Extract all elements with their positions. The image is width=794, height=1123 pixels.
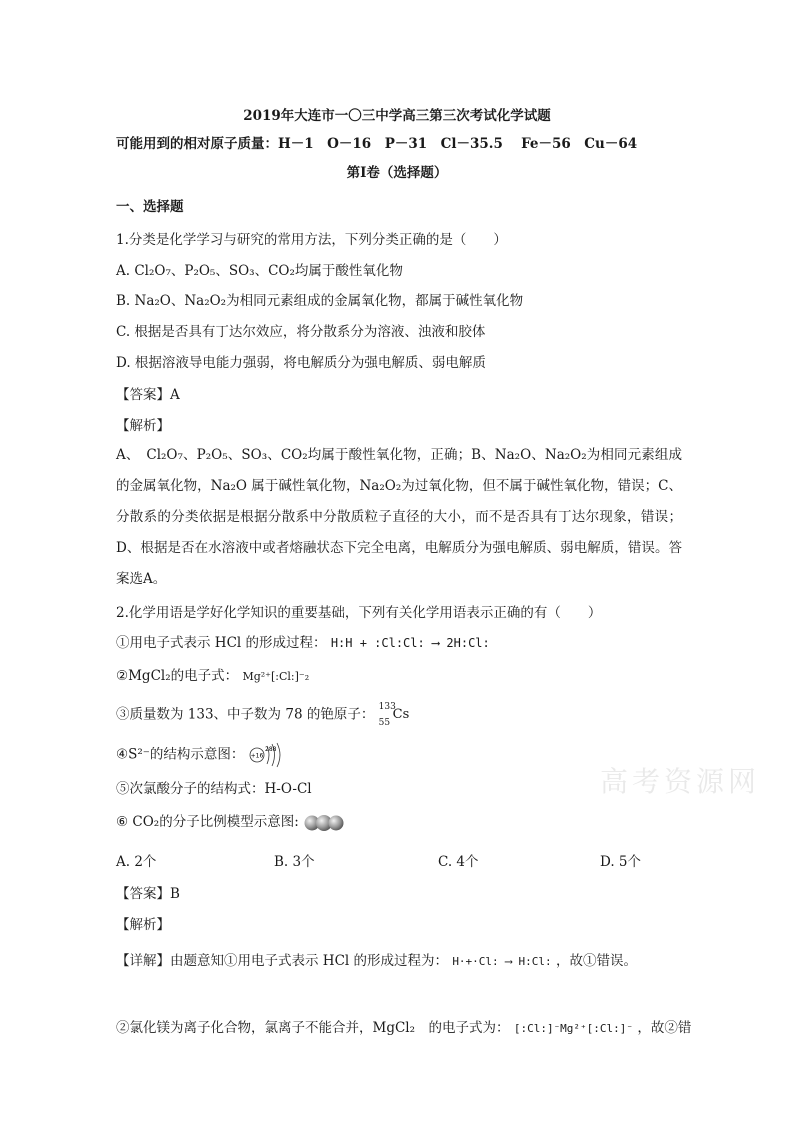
- q2-option-a: A. 2个: [116, 854, 157, 870]
- atomic-number: 55: [378, 718, 391, 728]
- q2-detail-1-text: 【详解】由题意知①用电子式表示 HCl 的形成过程为：: [116, 953, 449, 969]
- q1-analysis: A、 Cl₂O₇、P₂O₅、SO₃、CO₂均属于酸性氧化物，正确；B、Na₂O、Na₂O₂为相同元素组成的金属氧化物，Na₂O 属于碱性氧化物，Na₂O₂为过氧化物，但不属于碱性氧化物，错误；C、分散系的分类依据是根据分散系中分散质粒子直径的大小，而不是否具有丁达尔现象，错误；D、根据是否在水溶液中或者熔融状态下完全电离，电解质分为强电解质、弱电解质，错误。答案选A。: [116, 447, 682, 587]
- q2-item1: [116, 634, 490, 652]
- electron-shells: 288: [264, 746, 277, 753]
- q2-stem: 2.化学用语是学好化学知识的重要基础，下列有关化学用语表示正确的有（ ）: [116, 605, 602, 621]
- q1-answer: 【答案】A: [116, 387, 180, 403]
- q1-option-d: D. 根据溶液导电能力强弱，将电解质分为强电解质、弱电解质: [116, 355, 486, 371]
- q2-detail-2-text: ②氯化镁为离子化合物，氯离子不能合并，MgCl₂ 的电子式为：: [116, 1020, 510, 1036]
- q2-detail-1: [116, 952, 637, 971]
- q2-item2: [116, 667, 309, 686]
- q2-item6-text: ⑥ CO₂的分子比例模型示意图:: [116, 814, 299, 830]
- volume-title: 第I卷（选择题）: [346, 165, 448, 181]
- q2-detail-2-end: ，故②错: [637, 1020, 692, 1036]
- mass-number: 133: [378, 702, 396, 712]
- q2-item1-formula: H:H + :Cl:Cl: ⟶ 2H:Cl:: [330, 636, 490, 650]
- q2-item5: ⑤次氯酸分子的结构式：H-O-Cl: [116, 781, 312, 797]
- co2-space-filling-model: [303, 814, 345, 832]
- atomic-masses: 可能用到的相对原子质量：H－1 O－16 P－31 Cl－35.5 Fe－56 Cu－64: [116, 136, 638, 152]
- sulfide-ion-structure-diagram: [249, 742, 285, 768]
- element-symbol: Cs: [392, 707, 410, 722]
- q2-item6: [116, 813, 345, 832]
- q2-detail-2-formula: [:Cl:]⁻Mg²⁺[:Cl:]⁻: [513, 1022, 634, 1035]
- section-title: 一、选择题: [116, 199, 184, 215]
- cesium-nuclide: [379, 704, 413, 726]
- q2-item2-text: ②MgCl₂的电子式：: [116, 668, 239, 684]
- q2-detail-2: [116, 1019, 691, 1038]
- watermark: 高考资源网: [600, 765, 761, 798]
- q2-item3-text: ③质量数为 133、中子数为 78 的铯原子：: [116, 706, 375, 723]
- q2-item4-text: ④S²⁻的结构示意图：: [116, 746, 245, 763]
- q2-answer: 【答案】B: [116, 886, 180, 902]
- q1-option-a: A. Cl₂O₇、P₂O₅、SO₃、CO₂均属于酸性氧化物: [116, 263, 403, 279]
- q2-option-c: C. 4个: [438, 854, 479, 870]
- q1-analysis-label: 【解析】: [116, 418, 170, 434]
- q2-item4: [116, 742, 285, 768]
- q2-detail-1-end: ，故①错误。: [555, 953, 637, 969]
- nucleus-charge: +16: [250, 752, 264, 760]
- q2-detail-1-formula: H·+·Cl: ⟶ H:Cl:: [452, 955, 552, 968]
- q2-option-d: D. 5个: [600, 854, 642, 870]
- document-title: 2019年大连市一〇三中学高三第三次考试化学试题: [243, 108, 551, 124]
- oxygen-atom-right: [329, 815, 344, 830]
- q1-stem: 1.分类是化学学习与研究的常用方法，下列分类正确的是（ ）: [116, 232, 507, 248]
- q1-option-c: C. 根据是否具有丁达尔效应，将分散系分为溶液、浊液和胶体: [116, 324, 486, 340]
- q2-item1-text: ①用电子式表示 HCl 的形成过程：: [116, 635, 327, 651]
- q2-item2-formula: Mg²⁺[:Cl:]⁻₂: [242, 670, 310, 683]
- q2-item3: [116, 704, 413, 726]
- q2-analysis-label: 【解析】: [116, 917, 170, 933]
- q1-option-b: B. Na₂O、Na₂O₂为相同元素组成的金属氧化物，都属于碱性氧化物: [116, 293, 524, 309]
- q2-option-b: B. 3个: [274, 854, 315, 870]
